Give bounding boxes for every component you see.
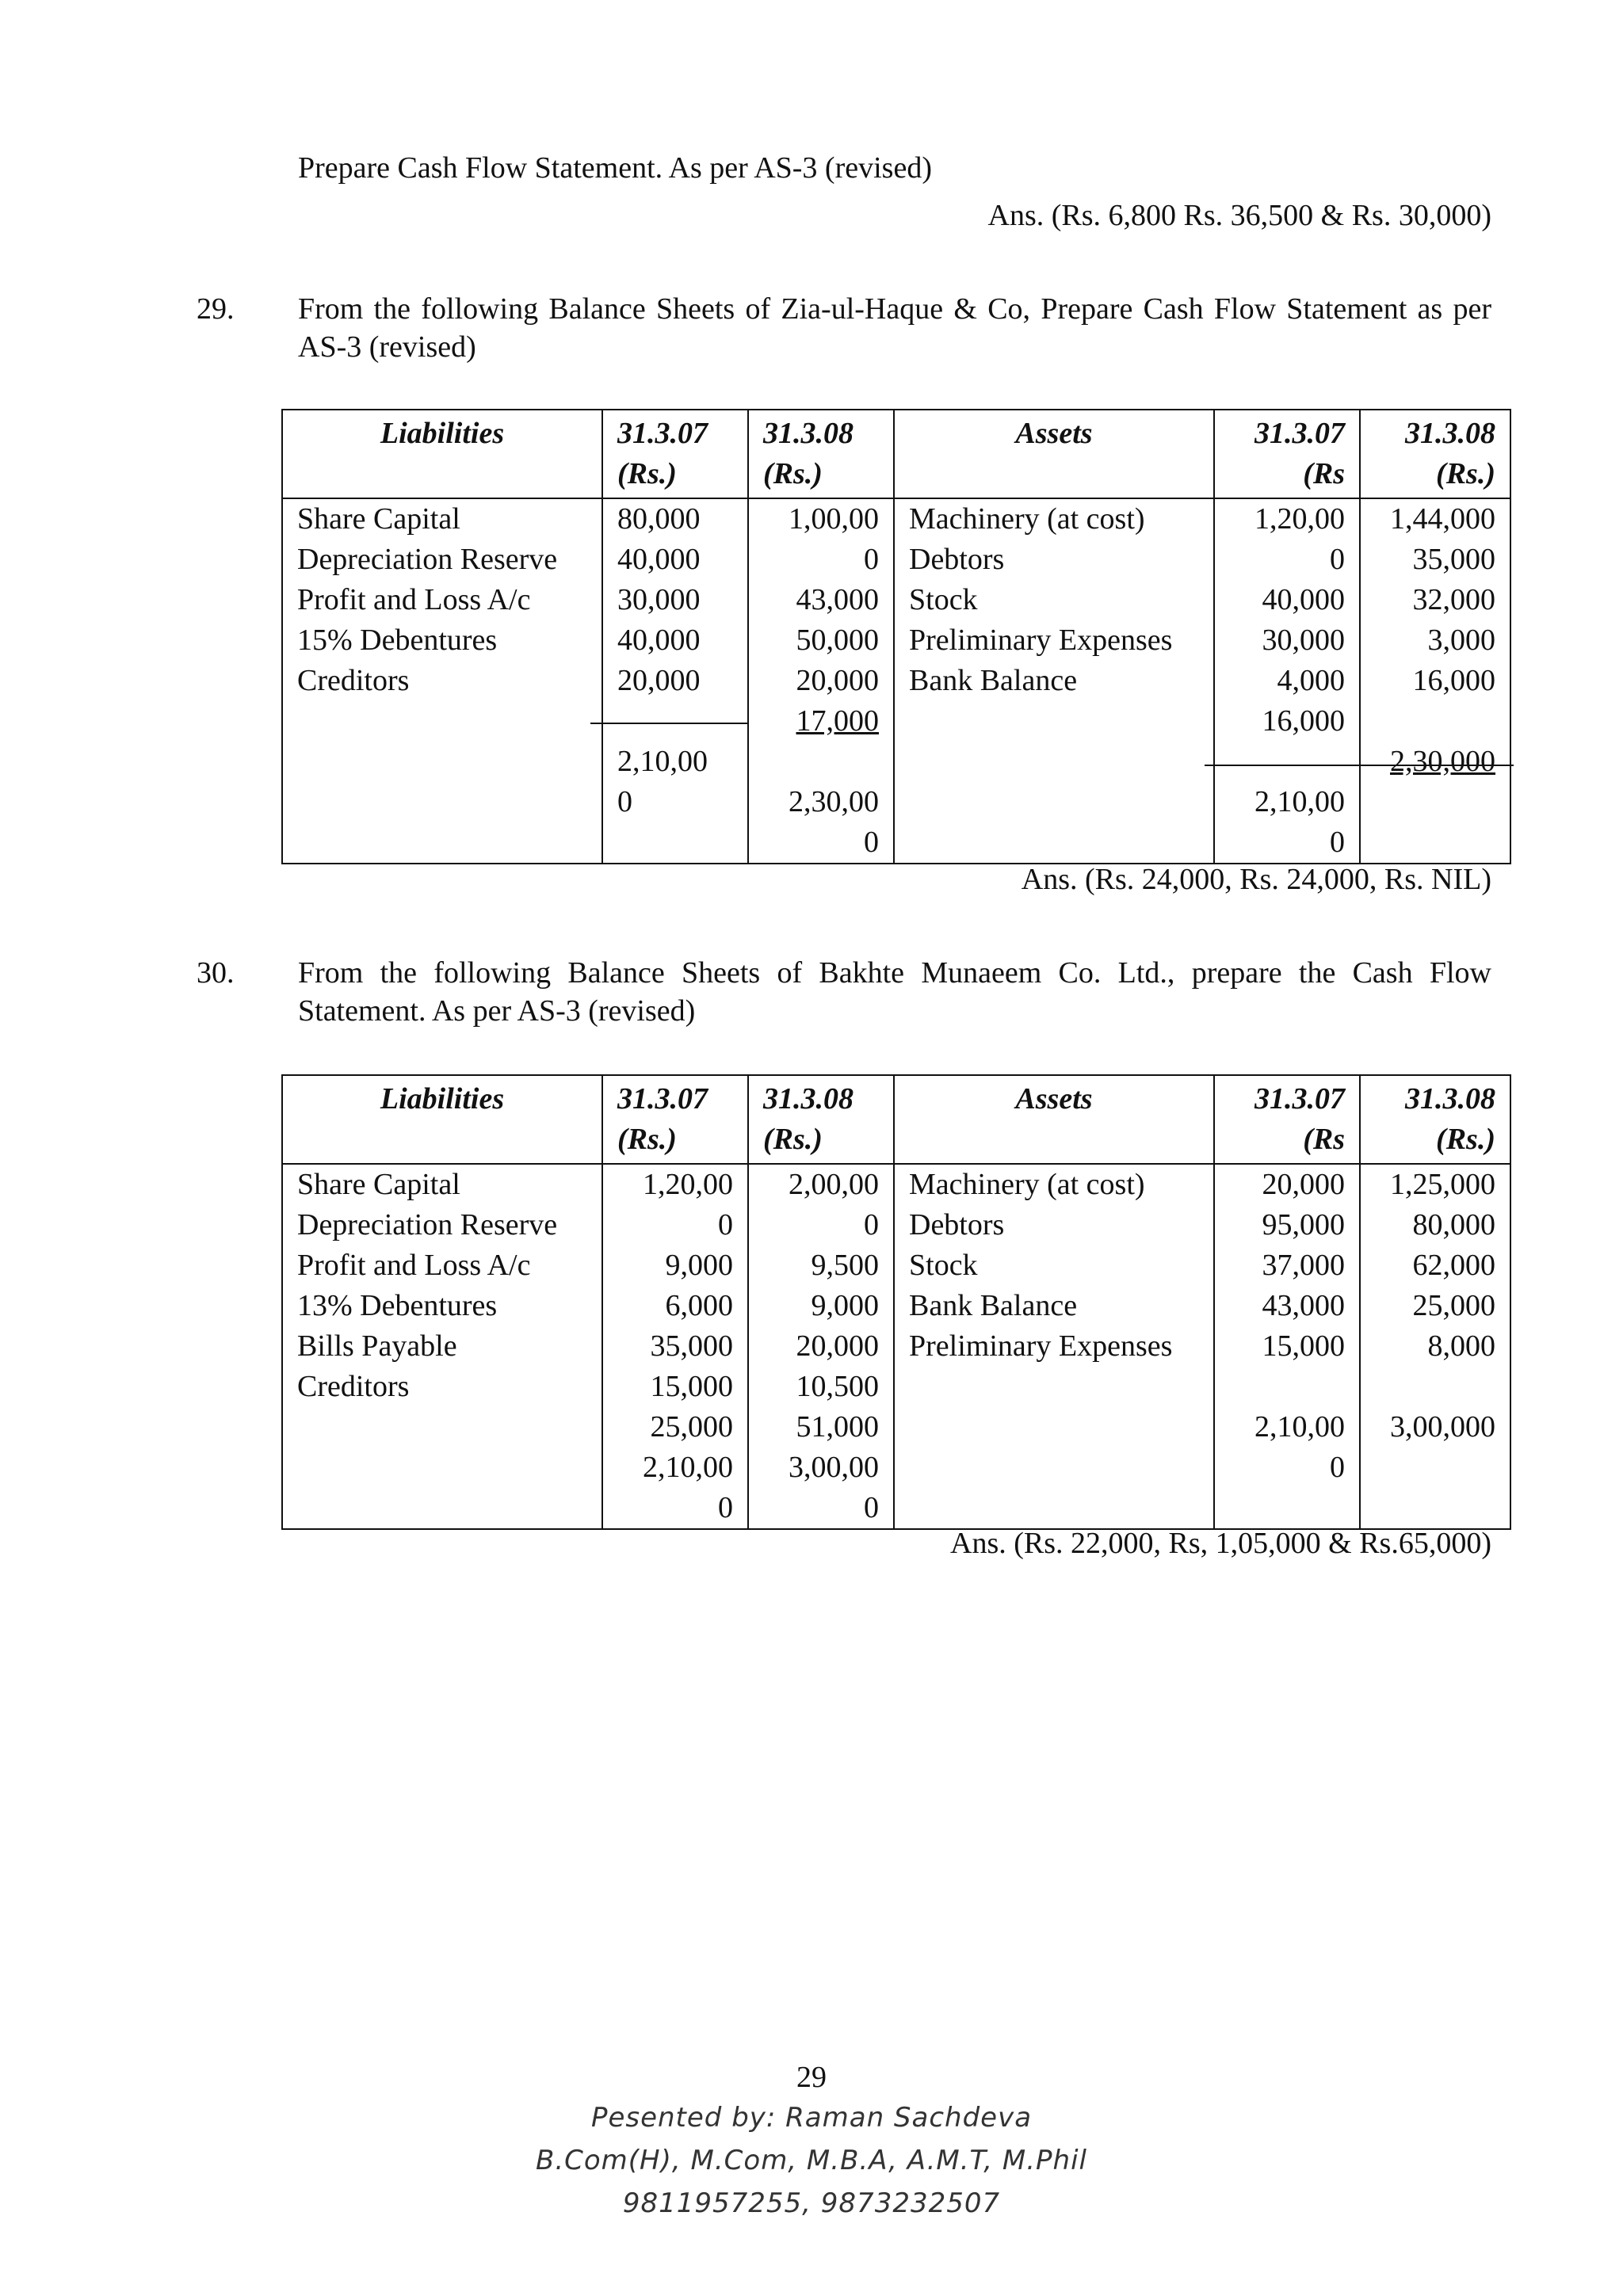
list-item: Bank Balance (909, 664, 1078, 697)
list-item: Preliminary Expenses (909, 624, 1173, 657)
q30-liabilities-header: Liabilities (282, 1075, 602, 1164)
q29-col3-header: 31.3.07 (Rs (1214, 410, 1360, 498)
q30-header-row (282, 1075, 1510, 1164)
q29-liab-0308-total: 2,30,00 (789, 785, 879, 818)
q30-liab-0308-values: 2,00,00 0 9,500 9,000 20,000 10,500 51,000 3,00,00 0 (748, 1164, 894, 1529)
q29-number: 29. (197, 292, 235, 326)
list-item: Machinery (at cost) (909, 1168, 1145, 1201)
q29-asset-0307-total: 2,10,00 (1254, 785, 1345, 818)
list-item: Depreciation Reserve (297, 1208, 558, 1241)
list-item: Preliminary Expenses (909, 1329, 1173, 1363)
list-item: Creditors (297, 1370, 410, 1403)
q29-col4-header: 31.3.08 (Rs.) (1360, 410, 1510, 498)
q29-header-row (282, 410, 1510, 498)
prev-answer: Ans. (Rs. 6,800 Rs. 36,500 & Rs. 30,000) (987, 199, 1491, 232)
qualifications-line: B.Com(H), M.Com, M.B.A, A.M.T, M.Phil (536, 2145, 1087, 2176)
list-item: Debtors (909, 1208, 1005, 1241)
q29-liab-0308-values: 1,00,00 0 43,000 50,000 20,000 17,000 2,30,00 0 (748, 498, 894, 864)
q30-asset-0307-values: 20,000 95,000 37,000 43,000 15,000 2,10,00 0 (1214, 1164, 1360, 1529)
q29-col1-header: 31.3.07 (Rs.) (602, 410, 748, 498)
list-item: Creditors (297, 664, 410, 697)
q29-col2-header: 31.3.08 (Rs.) (748, 410, 894, 498)
list-item: Share Capital (297, 502, 460, 536)
q30-liab-0307-total: 2,10,00 (643, 1451, 733, 1484)
q30-col4-header: 31.3.08 (Rs.) (1360, 1075, 1510, 1164)
presenter-line: Pesented by: Raman Sachdeva (590, 2102, 1033, 2134)
q29-liabilities-list (282, 498, 602, 864)
phone-numbers-line: 9811957255, 9873232507 (622, 2187, 1001, 2219)
q30-balance-sheet (281, 1074, 1511, 1530)
q30-text: From the following Balance Sheets of Bakhte Munaeem Co. Ltd., prepare the Cash Flow Statement. As per AS-3 (revised) (298, 956, 1491, 1028)
list-item: Bills Payable (297, 1329, 457, 1363)
q30-asset-0308-total: 3,00,000 (1390, 1410, 1495, 1444)
q29-asset-0307-values: 1,20,00 0 40,000 30,000 4,000 16,000 2,10,00 0 (1214, 498, 1360, 864)
q30-assets-list (894, 1164, 1214, 1529)
list-item: Depreciation Reserve (297, 543, 558, 576)
q30-assets-header: Assets (894, 1075, 1214, 1164)
list-item: Profit and Loss A/c (297, 583, 531, 616)
q30-col3-header: 31.3.07 (Rs (1214, 1075, 1360, 1164)
q29-body-row (282, 498, 1510, 864)
q30-number: 30. (197, 956, 235, 990)
page-number: 29 (796, 2061, 827, 2094)
q30-liabilities-list (282, 1164, 602, 1529)
list-item: Bank Balance (909, 1289, 1078, 1322)
list-item: Debtors (909, 543, 1005, 576)
q30-col2-header: 31.3.08 (Rs.) (748, 1075, 894, 1164)
list-item: Stock (909, 1249, 978, 1282)
q29-assets-list (894, 498, 1214, 864)
q29-liab-total-rule (590, 723, 749, 724)
q29-liab-0307-total: 2,10,00 (617, 745, 708, 778)
q29-text: From the following Balance Sheets of Zia-ul-Haque & Co, Prepare Cash Flow Statement as per AS-3 (revised) (298, 292, 1491, 364)
page-footer (0, 2058, 1623, 2225)
q30-asset-0307-total: 2,10,00 (1254, 1410, 1345, 1444)
list-item: Machinery (at cost) (909, 502, 1145, 536)
prev-instruction: Prepare Cash Flow Statement. As per AS-3 (revised) (298, 151, 932, 185)
q29-balance-sheet (281, 409, 1511, 864)
q29-asset-0308-values: 1,44,000 35,000 32,000 3,000 16,000 2,30,000 (1360, 498, 1510, 864)
q30-answer: Ans. (Rs. 22,000, Rs, 1,05,000 & Rs.65,000) (950, 1527, 1491, 1560)
q30-liab-0308-total: 3,00,00 (789, 1451, 879, 1484)
list-item: 13% Debentures (297, 1289, 498, 1322)
q29-liabilities-header: Liabilities (282, 410, 602, 498)
q30-liab-0307-values: 1,20,00 0 9,000 6,000 35,000 15,000 25,000 2,10,00 0 (602, 1164, 748, 1529)
q30-col1-header: 31.3.07 (Rs.) (602, 1075, 748, 1164)
q29-asset-total-rule (1205, 765, 1514, 766)
list-item: Share Capital (297, 1168, 460, 1201)
q30-asset-0308-values: 1,25,000 80,000 62,000 25,000 8,000 3,00,000 (1360, 1164, 1510, 1529)
list-item: Stock (909, 583, 978, 616)
list-item: 15% Debentures (297, 624, 498, 657)
q30-body-row (282, 1164, 1510, 1529)
list-item: Profit and Loss A/c (297, 1249, 531, 1282)
q29-assets-header: Assets (894, 410, 1214, 498)
q29-liab-0307-values: 80,000 40,000 30,000 40,000 20,000 2,10,00 0 (602, 498, 748, 864)
q29-asset-0308-total: 2,30,000 (1390, 745, 1495, 778)
q29-answer: Ans. (Rs. 24,000, Rs. 24,000, Rs. NIL) (1021, 863, 1491, 896)
